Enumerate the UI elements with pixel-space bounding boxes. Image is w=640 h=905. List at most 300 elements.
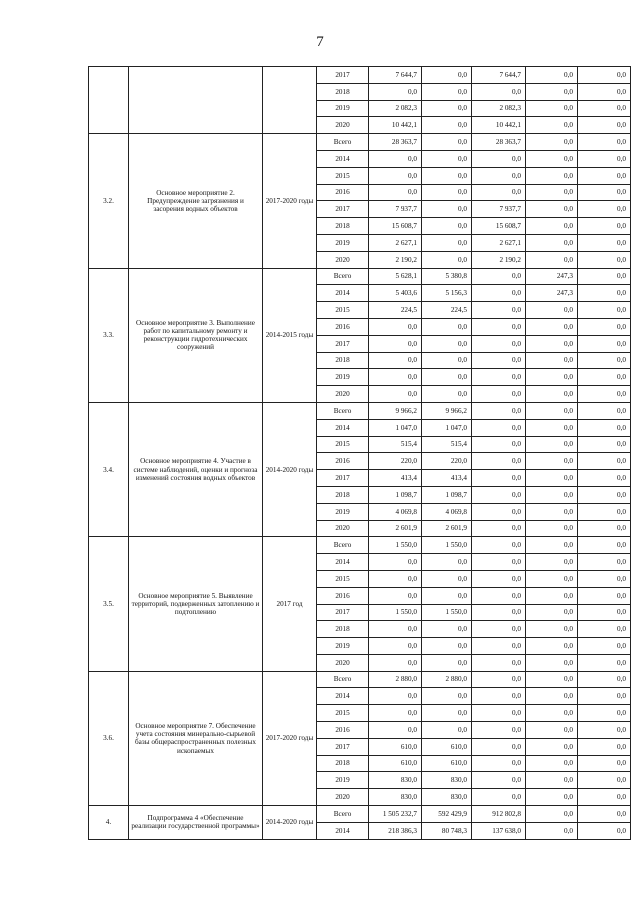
amount-cell: 0,0 <box>578 671 631 688</box>
amount-cell: 0,0 <box>472 722 526 739</box>
amount-cell: 0,0 <box>422 654 472 671</box>
year-cell: 2019 <box>317 100 369 117</box>
amount-cell: 0,0 <box>422 218 472 235</box>
year-cell: 2016 <box>317 318 369 335</box>
amount-cell: 0,0 <box>578 822 631 839</box>
amount-cell: 0,0 <box>472 621 526 638</box>
year-cell: Всего <box>317 537 369 554</box>
year-cell: 2018 <box>317 352 369 369</box>
item-number: 3.5. <box>89 537 129 671</box>
amount-cell: 0,0 <box>578 688 631 705</box>
year-cell: 2020 <box>317 789 369 806</box>
amount-cell: 0,0 <box>422 117 472 134</box>
amount-cell: 0,0 <box>526 150 578 167</box>
amount-cell: 0,0 <box>578 218 631 235</box>
item-name: Основное мероприятие 4. Участие в системе наблюдений, оценки и прогноза изменений состояния водных объектов <box>129 402 263 536</box>
amount-cell: 0,0 <box>578 453 631 470</box>
page-number: 7 <box>316 34 324 50</box>
amount-cell: 0,0 <box>369 167 422 184</box>
amount-cell: 0,0 <box>578 184 631 201</box>
item-period: 2017 год <box>263 537 317 671</box>
amount-cell: 2 627,1 <box>472 234 526 251</box>
year-cell: 2019 <box>317 772 369 789</box>
amount-cell: 0,0 <box>526 335 578 352</box>
amount-cell: 220,0 <box>369 453 422 470</box>
table-row <box>89 134 631 151</box>
amount-cell: 0,0 <box>369 587 422 604</box>
amount-cell: 0,0 <box>472 755 526 772</box>
amount-cell: 0,0 <box>578 234 631 251</box>
amount-cell: 0,0 <box>578 738 631 755</box>
amount-cell: 7 644,7 <box>472 67 526 84</box>
amount-cell: 0,0 <box>472 83 526 100</box>
amount-cell: 0,0 <box>422 150 472 167</box>
amount-cell: 4 069,8 <box>422 503 472 520</box>
item-name: Основное мероприятие 7. Обеспечение учета состояния минерально-сырьевой базы общераспространенных полезных ископаемых <box>129 671 263 805</box>
amount-cell: 413,4 <box>422 470 472 487</box>
amount-cell: 28 363,7 <box>369 134 422 151</box>
table-row <box>89 806 631 823</box>
item-period: 2014-2020 годы <box>263 402 317 536</box>
amount-cell: 0,0 <box>369 570 422 587</box>
amount-cell: 0,0 <box>472 167 526 184</box>
item-name: Подпрограмма 4 «Обеспечение реализации государственной программы» <box>129 806 263 840</box>
amount-cell: 0,0 <box>526 537 578 554</box>
amount-cell: 0,0 <box>422 67 472 84</box>
amount-cell: 0,0 <box>578 604 631 621</box>
amount-cell: 220,0 <box>422 453 472 470</box>
amount-cell: 0,0 <box>472 150 526 167</box>
amount-cell: 0,0 <box>526 789 578 806</box>
amount-cell: 0,0 <box>526 218 578 235</box>
amount-cell: 0,0 <box>526 520 578 537</box>
amount-cell: 0,0 <box>526 67 578 84</box>
year-cell: Всего <box>317 268 369 285</box>
amount-cell: 0,0 <box>526 503 578 520</box>
amount-cell: 0,0 <box>578 755 631 772</box>
amount-cell: 0,0 <box>526 621 578 638</box>
amount-cell: 0,0 <box>578 335 631 352</box>
year-cell: 2014 <box>317 150 369 167</box>
amount-cell: 7 644,7 <box>369 67 422 84</box>
amount-cell: 0,0 <box>526 755 578 772</box>
amount-cell: 80 748,3 <box>422 822 472 839</box>
amount-cell: 5 628,1 <box>369 268 422 285</box>
amount-cell: 0,0 <box>422 638 472 655</box>
amount-cell: 0,0 <box>422 234 472 251</box>
amount-cell: 0,0 <box>578 520 631 537</box>
amount-cell: 2 880,0 <box>422 671 472 688</box>
amount-cell: 0,0 <box>472 184 526 201</box>
year-cell: 2020 <box>317 654 369 671</box>
amount-cell: 1 505 232,7 <box>369 806 422 823</box>
amount-cell: 0,0 <box>526 402 578 419</box>
item-name: Основное мероприятие 3. Выполнение работ по капитальному ремонту и реконструкции гидротехнических сооружений <box>129 268 263 402</box>
year-cell: Всего <box>317 402 369 419</box>
amount-cell: 0,0 <box>422 352 472 369</box>
item-number: 3.2. <box>89 134 129 268</box>
amount-cell: 1 047,0 <box>422 419 472 436</box>
amount-cell: 0,0 <box>472 638 526 655</box>
amount-cell: 5 380,8 <box>422 268 472 285</box>
amount-cell: 1 098,7 <box>369 486 422 503</box>
amount-cell: 0,0 <box>578 554 631 571</box>
amount-cell: 0,0 <box>526 654 578 671</box>
amount-cell: 0,0 <box>369 386 422 403</box>
amount-cell: 0,0 <box>422 587 472 604</box>
amount-cell: 610,0 <box>369 738 422 755</box>
year-cell: 2018 <box>317 83 369 100</box>
amount-cell: 0,0 <box>369 184 422 201</box>
year-cell: 2017 <box>317 335 369 352</box>
year-cell: Всего <box>317 134 369 151</box>
table-row <box>89 67 631 84</box>
amount-cell: 0,0 <box>472 369 526 386</box>
amount-cell: 0,0 <box>578 722 631 739</box>
year-cell: 2018 <box>317 621 369 638</box>
amount-cell: 0,0 <box>472 554 526 571</box>
amount-cell: 224,5 <box>422 302 472 319</box>
amount-cell: 5 403,6 <box>369 285 422 302</box>
item-period: 2014-2020 годы <box>263 806 317 840</box>
amount-cell: 0,0 <box>578 100 631 117</box>
amount-cell: 0,0 <box>472 436 526 453</box>
amount-cell: 0,0 <box>578 705 631 722</box>
amount-cell: 0,0 <box>422 335 472 352</box>
amount-cell: 0,0 <box>526 201 578 218</box>
amount-cell: 247,3 <box>526 285 578 302</box>
amount-cell: 0,0 <box>422 705 472 722</box>
amount-cell: 218 386,3 <box>369 822 422 839</box>
amount-cell: 0,0 <box>369 621 422 638</box>
item-number: 3.4. <box>89 402 129 536</box>
amount-cell: 0,0 <box>578 654 631 671</box>
amount-cell: 413,4 <box>369 470 422 487</box>
amount-cell: 0,0 <box>472 789 526 806</box>
amount-cell: 592 429,9 <box>422 806 472 823</box>
amount-cell: 830,0 <box>422 772 472 789</box>
amount-cell: 0,0 <box>526 638 578 655</box>
amount-cell: 4 069,8 <box>369 503 422 520</box>
item-number <box>89 67 129 134</box>
amount-cell: 1 550,0 <box>369 537 422 554</box>
amount-cell: 0,0 <box>526 184 578 201</box>
year-cell: 2016 <box>317 722 369 739</box>
amount-cell: 0,0 <box>369 369 422 386</box>
amount-cell: 0,0 <box>526 386 578 403</box>
amount-cell: 0,0 <box>526 705 578 722</box>
amount-cell: 0,0 <box>472 335 526 352</box>
amount-cell: 137 638,0 <box>472 822 526 839</box>
amount-cell: 0,0 <box>526 100 578 117</box>
amount-cell: 10 442,1 <box>472 117 526 134</box>
amount-cell: 0,0 <box>578 285 631 302</box>
amount-cell: 2 082,3 <box>369 100 422 117</box>
amount-cell: 0,0 <box>422 722 472 739</box>
amount-cell: 0,0 <box>578 570 631 587</box>
amount-cell: 0,0 <box>578 268 631 285</box>
amount-cell: 0,0 <box>472 470 526 487</box>
item-period: 2014-2015 годы <box>263 268 317 402</box>
amount-cell: 2 601,9 <box>422 520 472 537</box>
amount-cell: 0,0 <box>472 537 526 554</box>
item-number: 4. <box>89 806 129 840</box>
amount-cell: 0,0 <box>526 554 578 571</box>
amount-cell: 28 363,7 <box>472 134 526 151</box>
amount-cell: 0,0 <box>578 503 631 520</box>
item-name <box>129 67 263 134</box>
amount-cell: 0,0 <box>526 134 578 151</box>
amount-cell: 0,0 <box>578 419 631 436</box>
amount-cell: 830,0 <box>369 789 422 806</box>
amount-cell: 0,0 <box>422 83 472 100</box>
amount-cell: 0,0 <box>422 251 472 268</box>
year-cell: 2017 <box>317 67 369 84</box>
amount-cell: 0,0 <box>369 150 422 167</box>
amount-cell: 830,0 <box>369 772 422 789</box>
amount-cell: 0,0 <box>369 722 422 739</box>
amount-cell: 0,0 <box>526 117 578 134</box>
amount-cell: 0,0 <box>369 638 422 655</box>
amount-cell: 0,0 <box>472 486 526 503</box>
year-cell: 2015 <box>317 167 369 184</box>
amount-cell: 7 937,7 <box>472 201 526 218</box>
item-period: 2017-2020 годы <box>263 671 317 805</box>
amount-cell: 0,0 <box>578 789 631 806</box>
amount-cell: 0,0 <box>578 67 631 84</box>
year-cell: 2014 <box>317 688 369 705</box>
amount-cell: 15 608,7 <box>369 218 422 235</box>
year-cell: 2016 <box>317 184 369 201</box>
year-cell: 2018 <box>317 486 369 503</box>
amount-cell: 0,0 <box>422 100 472 117</box>
amount-cell: 0,0 <box>526 453 578 470</box>
year-cell: 2019 <box>317 503 369 520</box>
amount-cell: 0,0 <box>578 386 631 403</box>
year-cell: 2014 <box>317 554 369 571</box>
amount-cell: 2 190,2 <box>369 251 422 268</box>
amount-cell: 515,4 <box>422 436 472 453</box>
amount-cell: 0,0 <box>472 738 526 755</box>
year-cell: 2016 <box>317 453 369 470</box>
amount-cell: 0,0 <box>526 83 578 100</box>
year-cell: 2017 <box>317 470 369 487</box>
amount-cell: 9 966,2 <box>422 402 472 419</box>
amount-cell: 0,0 <box>578 638 631 655</box>
amount-cell: 0,0 <box>369 335 422 352</box>
amount-cell: 0,0 <box>422 386 472 403</box>
amount-cell: 0,0 <box>526 570 578 587</box>
year-cell: 2018 <box>317 218 369 235</box>
amount-cell: 0,0 <box>578 117 631 134</box>
item-number: 3.3. <box>89 268 129 402</box>
amount-cell: 0,0 <box>422 167 472 184</box>
amount-cell: 0,0 <box>526 688 578 705</box>
amount-cell: 0,0 <box>578 587 631 604</box>
amount-cell: 9 966,2 <box>369 402 422 419</box>
year-cell: Всего <box>317 806 369 823</box>
table-row <box>89 537 631 554</box>
year-cell: 2020 <box>317 386 369 403</box>
year-cell: 2017 <box>317 738 369 755</box>
amount-cell: 0,0 <box>422 570 472 587</box>
item-number: 3.6. <box>89 671 129 805</box>
amount-cell: 0,0 <box>472 402 526 419</box>
amount-cell: 0,0 <box>578 369 631 386</box>
year-cell: Всего <box>317 671 369 688</box>
amount-cell: 0,0 <box>472 705 526 722</box>
year-cell: 2017 <box>317 604 369 621</box>
amount-cell: 0,0 <box>472 285 526 302</box>
year-cell: 2014 <box>317 822 369 839</box>
amount-cell: 0,0 <box>526 167 578 184</box>
amount-cell: 0,0 <box>422 134 472 151</box>
amount-cell: 0,0 <box>472 688 526 705</box>
amount-cell: 2 627,1 <box>369 234 422 251</box>
amount-cell: 0,0 <box>472 671 526 688</box>
year-cell: 2020 <box>317 251 369 268</box>
amount-cell: 0,0 <box>526 486 578 503</box>
amount-cell: 0,0 <box>369 554 422 571</box>
year-cell: 2018 <box>317 755 369 772</box>
amount-cell: 0,0 <box>526 318 578 335</box>
amount-cell: 0,0 <box>578 470 631 487</box>
amount-cell: 515,4 <box>369 436 422 453</box>
amount-cell: 0,0 <box>526 604 578 621</box>
year-cell: 2019 <box>317 234 369 251</box>
year-cell: 2015 <box>317 705 369 722</box>
year-cell: 2017 <box>317 201 369 218</box>
amount-cell: 0,0 <box>578 772 631 789</box>
amount-cell: 0,0 <box>422 688 472 705</box>
budget-table <box>88 66 631 840</box>
amount-cell: 247,3 <box>526 268 578 285</box>
amount-cell: 610,0 <box>369 755 422 772</box>
table-row <box>89 402 631 419</box>
amount-cell: 610,0 <box>422 738 472 755</box>
amount-cell: 0,0 <box>472 604 526 621</box>
amount-cell: 0,0 <box>526 470 578 487</box>
amount-cell: 0,0 <box>369 352 422 369</box>
amount-cell: 0,0 <box>422 621 472 638</box>
amount-cell: 0,0 <box>472 386 526 403</box>
amount-cell: 2 082,3 <box>472 100 526 117</box>
amount-cell: 0,0 <box>422 554 472 571</box>
amount-cell: 0,0 <box>526 806 578 823</box>
amount-cell: 0,0 <box>578 150 631 167</box>
amount-cell: 0,0 <box>472 419 526 436</box>
amount-cell: 610,0 <box>422 755 472 772</box>
amount-cell: 0,0 <box>369 83 422 100</box>
amount-cell: 0,0 <box>472 302 526 319</box>
amount-cell: 224,5 <box>369 302 422 319</box>
amount-cell: 0,0 <box>472 318 526 335</box>
amount-cell: 0,0 <box>472 570 526 587</box>
amount-cell: 0,0 <box>422 369 472 386</box>
amount-cell: 0,0 <box>526 369 578 386</box>
amount-cell: 2 601,9 <box>369 520 422 537</box>
amount-cell: 0,0 <box>526 587 578 604</box>
amount-cell: 0,0 <box>422 184 472 201</box>
amount-cell: 0,0 <box>578 134 631 151</box>
amount-cell: 0,0 <box>578 621 631 638</box>
amount-cell: 1 550,0 <box>369 604 422 621</box>
amount-cell: 7 937,7 <box>369 201 422 218</box>
amount-cell: 2 190,2 <box>472 251 526 268</box>
amount-cell: 1 550,0 <box>422 604 472 621</box>
amount-cell: 0,0 <box>422 318 472 335</box>
table-row <box>89 671 631 688</box>
amount-cell: 15 608,7 <box>472 218 526 235</box>
amount-cell: 0,0 <box>472 268 526 285</box>
amount-cell: 0,0 <box>526 251 578 268</box>
amount-cell: 0,0 <box>369 688 422 705</box>
year-cell: 2016 <box>317 587 369 604</box>
amount-cell: 0,0 <box>526 302 578 319</box>
year-cell: 2015 <box>317 436 369 453</box>
item-name: Основное мероприятие 5. Выявление территорий, подверженных затоплению и подтоплению <box>129 537 263 671</box>
amount-cell: 0,0 <box>578 251 631 268</box>
amount-cell: 0,0 <box>472 503 526 520</box>
amount-cell: 912 802,8 <box>472 806 526 823</box>
amount-cell: 830,0 <box>422 789 472 806</box>
amount-cell: 0,0 <box>526 352 578 369</box>
year-cell: 2020 <box>317 117 369 134</box>
year-cell: 2015 <box>317 302 369 319</box>
item-period: 2017-2020 годы <box>263 134 317 268</box>
amount-cell: 0,0 <box>578 352 631 369</box>
amount-cell: 1 550,0 <box>422 537 472 554</box>
amount-cell: 0,0 <box>369 654 422 671</box>
year-cell: 2019 <box>317 638 369 655</box>
amount-cell: 1 098,7 <box>422 486 472 503</box>
amount-cell: 5 156,3 <box>422 285 472 302</box>
year-cell: 2014 <box>317 419 369 436</box>
amount-cell: 0,0 <box>578 402 631 419</box>
year-cell: 2019 <box>317 369 369 386</box>
amount-cell: 0,0 <box>526 722 578 739</box>
amount-cell: 0,0 <box>472 587 526 604</box>
amount-cell: 0,0 <box>472 520 526 537</box>
amount-cell: 0,0 <box>578 318 631 335</box>
amount-cell: 0,0 <box>526 671 578 688</box>
table-row <box>89 268 631 285</box>
amount-cell: 0,0 <box>578 436 631 453</box>
amount-cell: 0,0 <box>526 419 578 436</box>
item-name: Основное мероприятие 2. Предупреждение загрязнения и засорения водных объектов <box>129 134 263 268</box>
amount-cell: 10 442,1 <box>369 117 422 134</box>
amount-cell: 0,0 <box>578 83 631 100</box>
amount-cell: 0,0 <box>578 806 631 823</box>
amount-cell: 0,0 <box>526 436 578 453</box>
amount-cell: 0,0 <box>526 234 578 251</box>
amount-cell: 0,0 <box>369 705 422 722</box>
amount-cell: 0,0 <box>578 302 631 319</box>
amount-cell: 2 880,0 <box>369 671 422 688</box>
year-cell: 2014 <box>317 285 369 302</box>
amount-cell: 0,0 <box>526 822 578 839</box>
amount-cell: 1 047,0 <box>369 419 422 436</box>
amount-cell: 0,0 <box>472 772 526 789</box>
amount-cell: 0,0 <box>578 537 631 554</box>
amount-cell: 0,0 <box>422 201 472 218</box>
year-cell: 2015 <box>317 570 369 587</box>
amount-cell: 0,0 <box>369 318 422 335</box>
amount-cell: 0,0 <box>472 654 526 671</box>
amount-cell: 0,0 <box>526 772 578 789</box>
item-period <box>263 67 317 134</box>
amount-cell: 0,0 <box>526 738 578 755</box>
